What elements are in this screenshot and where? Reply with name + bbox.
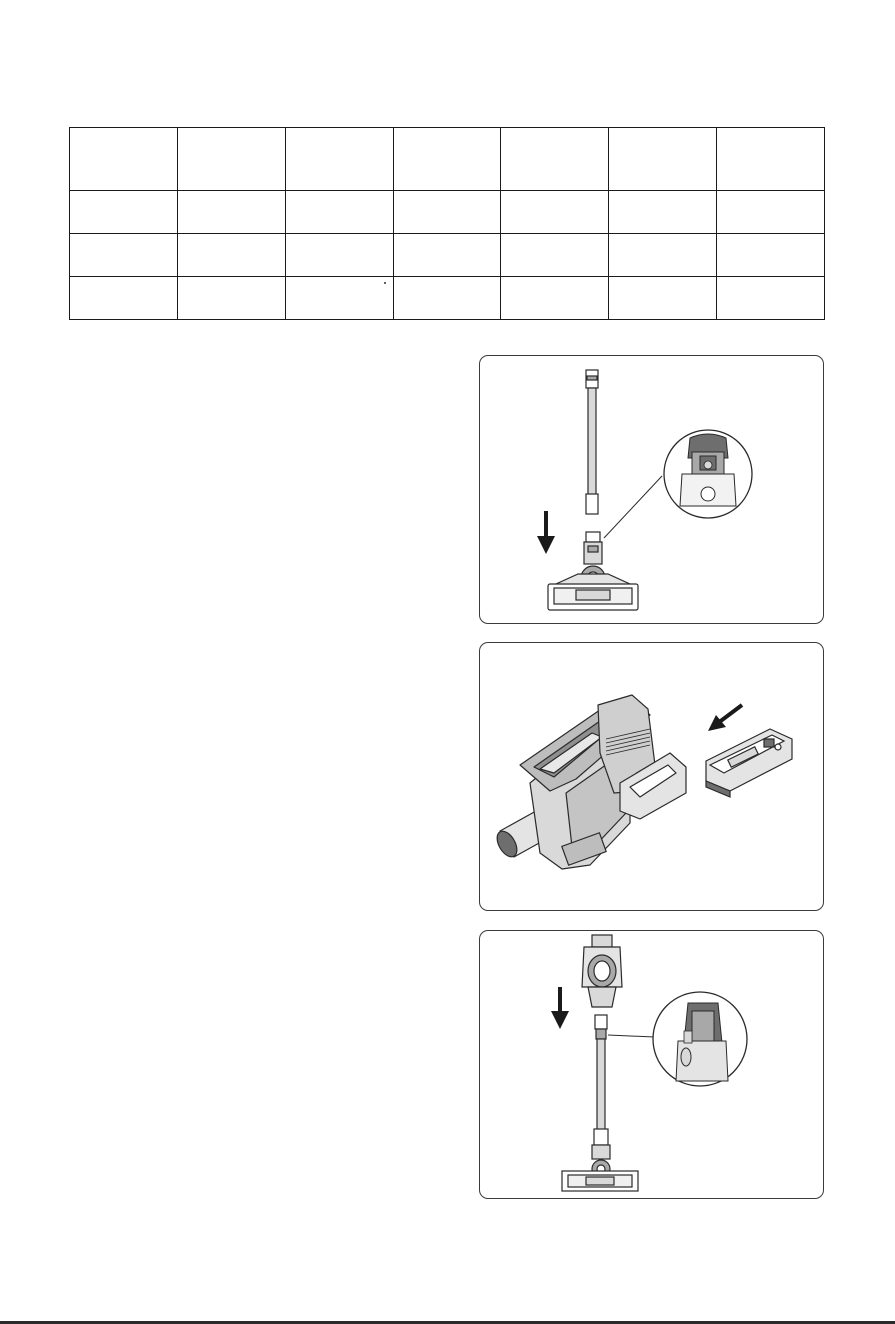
spec-header-cell [717,128,825,191]
spec-header-cell [609,128,717,191]
figure-attach-tube-to-brush [479,355,824,624]
spec-table-header-row [70,128,825,191]
spec-header-cell [285,128,393,191]
connector-detail-callout [664,430,752,518]
illustration-tube-brush [480,356,824,624]
extension-tube-illustration [586,370,598,514]
illustration-battery-insert [480,643,824,911]
spec-header-cell [70,128,178,191]
figure-attach-handheld-to-tube [479,930,824,1199]
illustration-handheld-tube [480,931,824,1199]
spec-cell [393,234,501,277]
spec-cell [285,234,393,277]
down-arrow-icon [551,987,569,1029]
down-arrow-icon [537,511,555,554]
spec-cell [501,277,609,320]
spec-cell [285,277,393,320]
spec-header-cell [501,128,609,191]
handheld-unit-illustration [493,695,686,869]
spec-table-row [70,234,825,277]
spec-table-row [70,277,825,320]
spec-cell [177,277,285,320]
spec-cell [285,191,393,234]
spec-cell [609,234,717,277]
insert-arrow-icon [708,705,742,731]
spec-cell [70,234,178,277]
spec-cell [717,277,825,320]
floor-brush-illustration [562,1160,638,1191]
spec-header-cell [177,128,285,191]
spec-header-cell [393,128,501,191]
spec-table [69,127,825,320]
connector-detail-callout [653,992,747,1086]
stray-mark [384,282,386,284]
spec-cell [70,277,178,320]
spec-cell [501,234,609,277]
spec-table-row [70,191,825,234]
figure-insert-battery [479,642,824,911]
spec-cell [70,191,178,234]
spec-cell [717,234,825,277]
handheld-unit-top-illustration [582,935,622,1007]
spec-cell [177,234,285,277]
spec-cell [717,191,825,234]
extension-tube-illustration [592,1015,610,1159]
spec-cell [609,277,717,320]
floor-brush-illustration [548,532,638,610]
spec-cell [609,191,717,234]
spec-cell [501,191,609,234]
spec-cell [393,277,501,320]
spec-cell [393,191,501,234]
spec-cell [177,191,285,234]
battery-pack-illustration [706,729,792,797]
